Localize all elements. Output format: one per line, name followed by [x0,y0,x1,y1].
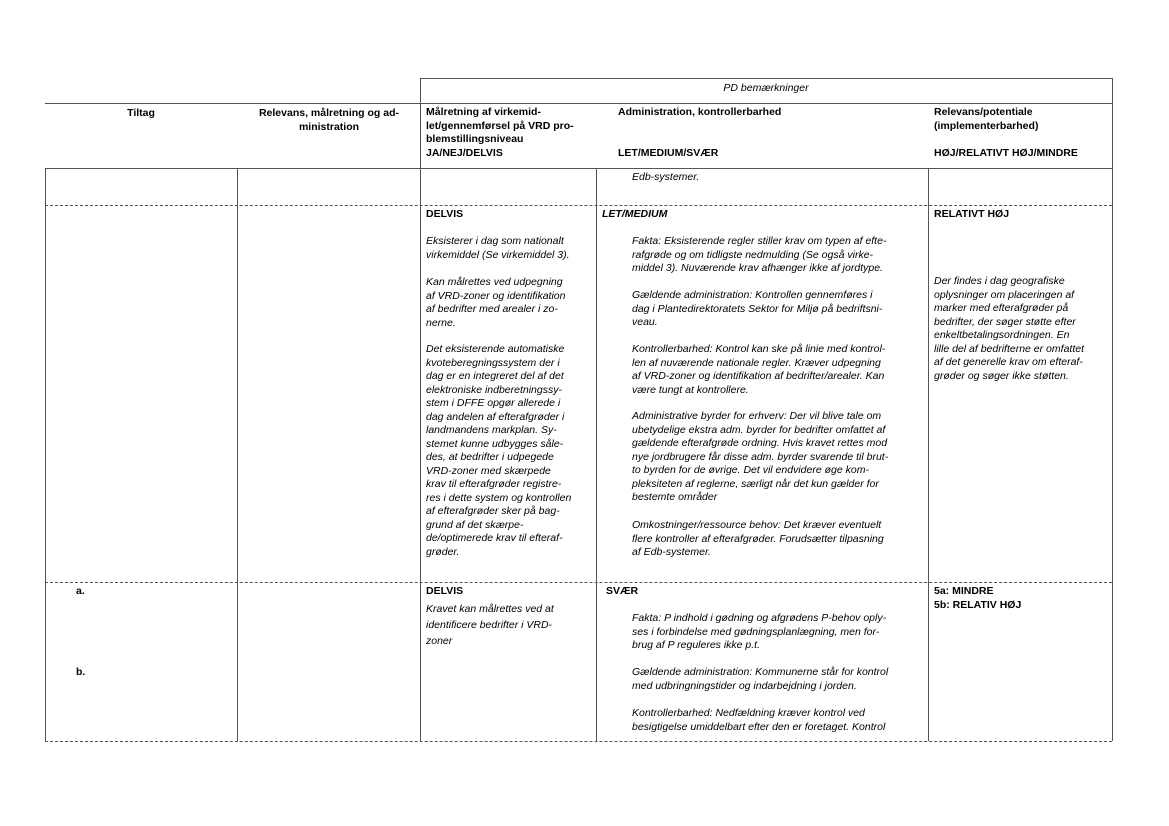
col-divider-admin [928,168,929,741]
row2-tiltag-a: a. [76,585,85,597]
col-divider-relevans [420,78,421,741]
col-divider-maal [596,168,597,741]
col-header-relevans: Relevans, målretning og ad- ministration [258,107,400,133]
row1-admin-p4: Administrative byrder for erhverv: Der vil blive tale om ubetydelige ekstra adm. byrder for bedrifter omfattet af gældende efterafgrøde ordning. Hvis kravet rettes mod nye jordbrugere får disse adm. byrder svarende til brut- to byrden for de øvrige. Det vil endvidere øge kom- pleksiteten af reglerne, særligt når det kun gælder for bestemte områder [632,410,889,503]
row-divider-2 [45,582,1112,583]
header-top-line [45,103,1112,104]
row1-maal-rating: DELVIS [426,208,464,220]
col-header-tiltag: Tiltag [127,107,155,119]
row1-admin-rating: LET/MEDIUM [602,208,668,220]
col-header-potentiale-scale: HØJ/RELATIVT HØJ/MINDRE [934,147,1078,159]
row1-maal-p1: Eksisterer i dag som nationalt virkemiddel (Se virkemiddel 3). [426,235,570,261]
col-divider-right [1112,78,1113,741]
row2-admin-p2: Gældende administration: Kommunerne står for kontrol med udbringningstider og indarbejdning i jorden. [632,666,889,692]
top-border [420,78,1112,79]
table-bottom-line [45,741,1112,742]
row2-admin-rating: SVÆR [606,585,639,597]
row2-pot-rating-b: 5b: RELATIV HØJ [934,599,1022,611]
header-bottom-line [45,168,1112,169]
row1-maal-p3: Det eksisterende automatiske kvoteberegningssystem der i dag er en integreret del af det elektroniske indberetningssy- stem i DFFE opgør allerede i dag andelen af efterafgrøder i landmandens markplan. Sy- stemet kunne udbygges såle- des, at bedrifter i udpegede VRD-zoner med skærpede krav til efterafgrøder registre- res i dette system og kontrollen af efterafgrøder sker på bag- grund af det skærpe- de/optimerede krav til efteraf- grøder. [426,343,572,558]
row1-admin-p5: Omkostninger/ressource behov: Det kræver eventuelt flere kontroller af efterafgrøder. Forudsætter tilpasning af Edb-systemer. [632,519,884,558]
row2-admin-p3: Kontrollerbarhed: Nedfældning kræver kontrol ved besigtigelse umiddelbart efter den er foretaget. Kontrol [632,707,886,733]
row2-pot-rating-a: 5a: MINDRE [934,585,994,597]
col-divider-tiltag [237,168,238,741]
pd-title: PD bemærkninger [723,82,809,94]
row1-admin-p2: Gældende administration: Kontrollen gennemføres i dag i Plantedirektoratets Sektor for Miljø på bedriftsni- veau. [632,289,883,328]
row2-maal-p1: Kravet kan målrettes ved at identificere bedrifter i VRD- zoner [426,603,554,647]
row1-admin-p3: Kontrollerbarhed: Kontrol kan ske på linie med kontrol- len af nuværende nationale regler. Kræver udpegning af VRD-zoner og identifikation af bedrifter/arealer. Kan være tungt at kontrollere. [632,343,886,396]
row2-admin-p1: Fakta: P indhold i gødning og afgrødens P-behov oply- ses i forbindelse med gødningsplanlægning, men for- brug af P reguleres ikke p.t. [632,612,887,651]
col-header-potentiale: Relevans/potentiale (implementerbarhed) [934,106,1039,132]
row1-admin-p1: Fakta: Eksisterende regler stiller krav om typen af efte- rafgrøde og om tidligste nedmulding (Se også virke- middel 3). Nuværende krav afhænger ikke af jordtype. [632,235,887,274]
col-header-maalretning-scale: JA/NEJ/DELVIS [426,147,503,159]
col-header-maalretning: Målretning af virkemid- let/gennemførsel på VRD pro- blemstillingsniveau [426,106,574,145]
col-header-admin-scale: LET/MEDIUM/SVÆR [618,147,719,159]
col-divider-left [45,168,46,741]
col-header-admin: Administration, kontrollerbarhed [618,106,782,118]
row-divider-1 [45,205,1112,206]
row1-pot-p1: Der findes i dag geografiske oplysninger om placeringen af marker med efterafgrøder på bedrifter, der søger støtte efter enkeltbetalingsordningen. En lille del af bedrifterne er omfattet af det generelle krav om efteraf- grøder og søger ikke støtten. [934,275,1084,382]
row0-admin-text: Edb-systemer. [632,171,700,183]
row1-maal-p2: Kan målrettes ved udpegning af VRD-zoner og identifikation af bedrifter med arealer i zo- nerne. [426,276,566,329]
row2-tiltag-b: b. [76,666,86,678]
row2-maal-rating: DELVIS [426,585,464,597]
row1-pot-rating: RELATIVT HØJ [934,208,1010,220]
